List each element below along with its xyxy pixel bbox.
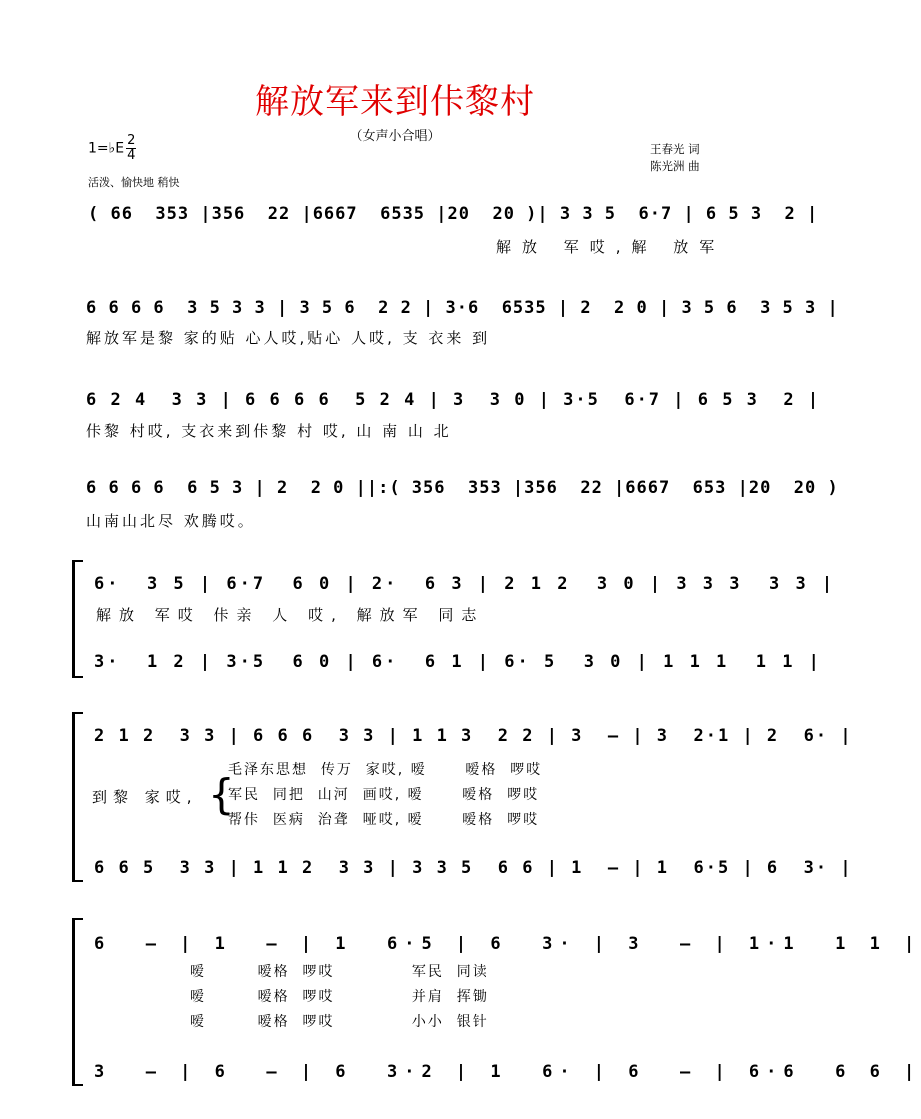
notation-line: 6 6 6 6 6 5 3 | 2 2 0 ||:( 356 353 |356 22 |6667 653 |20 20 ) [86,478,839,498]
notation-line: 6 2 4 3 3 | 6 6 6 6 5 2 4 | 3 3 0 | 3·5 6·7 | 6 5 3 2 | [86,390,821,410]
notation-line: 6· 3 5 | 6·7 6 0 | 2· 6 3 | 2 1 2 3 0 | 3 3 3 3 3 | [94,574,836,594]
staff-row-7-lower [86,1054,921,1098]
verse-3: 嗳 嗳格 啰哎 小小 银针 [190,1014,489,1030]
staff-row-6-upper [86,718,853,762]
lyrics-row-1: 解放 军哎,解 放军 [496,238,726,256]
notation-line: 2 1 2 3 3 | 6 6 6 3 3 | 1 1 3 2 2 | 3 – | 3 2·1 | 2 6· | [94,726,853,746]
lyricist-credit: 王春光 词 [650,142,700,156]
lyrics-row-3: 佧黎 村哎, 支衣来到佧黎 村 哎, 山 南 山 北 [86,422,452,440]
notation-line: 3 – | 6 – | 6 3·2 | 1 6· | 6 – | 6·6 6 6 | [94,1062,921,1082]
composer-credit: 陈光洲 曲 [650,159,700,173]
notation-line: 6 – | 1 – | 1 6·5 | 6 3· | 3 – | 1·1 1 1 | [94,934,921,954]
time-bottom: 4 [127,148,136,163]
verse-1: 嗳 嗳格 啰哎 军民 同读 [190,964,489,980]
time-top: 2 [127,133,136,148]
song-title: 解放军来到佧黎村 [255,82,535,122]
notation-line: 6 6 6 6 3 5 3 3 | 3 5 6 2 2 | 3·6 6535 | 2 2 0 | 3 5 6 3 5 3 | [86,298,839,318]
notation-line: 3· 1 2 | 3·5 6 0 | 6· 6 1 | 6· 5 3 0 | 1 1 1 1 1 | [94,652,822,672]
verse-1: 毛泽东思想 传万 家哎, 嗳 嗳格 啰哎 [228,762,543,778]
lyrics-row-2: 解放军是黎 家的贴 心人哎,贴心 人哎, 支 衣来 到 [86,329,491,347]
key-label: 1=♭E [88,140,125,157]
staff-row-6-lower [86,850,853,894]
staff-row-1 [86,196,819,240]
verse-3: 帮佧 医病 治聋 哑哎, 嗳 嗳格 啰哎 [228,812,540,828]
key-signature [88,134,136,163]
song-subtitle: （女声小合唱） [349,129,441,144]
time-signature [126,134,136,163]
verses-row-7 [190,960,730,1035]
system-bracket-2 [72,712,83,882]
staff-row-4 [86,470,839,514]
staff-row-5-lower [86,644,822,688]
lyrics-row-6: 到黎 家哎, [92,788,198,806]
verse-2: 嗳 嗳格 啰哎 并肩 挥锄 [190,989,489,1005]
notation-line: ( 66 353 |356 22 |6667 6535 |20 20 )| 3 3 5 6·7 | 6 5 3 2 | [88,204,819,224]
lyrics-row-4: 山南山北尽 欢腾哎。 [86,512,256,530]
tempo-marking: 活泼、愉快地 稍快 [88,176,180,189]
verse-2: 军民 同把 山河 画哎, 嗳 嗳格 啰哎 [228,787,540,803]
system-bracket-3 [72,918,83,1086]
lyrics-row-5: 解放 军哎 佧亲 人 哎, 解放军 同志 [96,606,485,624]
system-bracket-1 [72,560,83,678]
notation-line: 6 6 5 3 3 | 1 1 2 3 3 | 3 3 5 6 6 | 1 – | 1 6·5 | 6 3· | [94,858,853,878]
verse-brace: { [208,770,235,819]
verses-row-6 [228,758,728,833]
